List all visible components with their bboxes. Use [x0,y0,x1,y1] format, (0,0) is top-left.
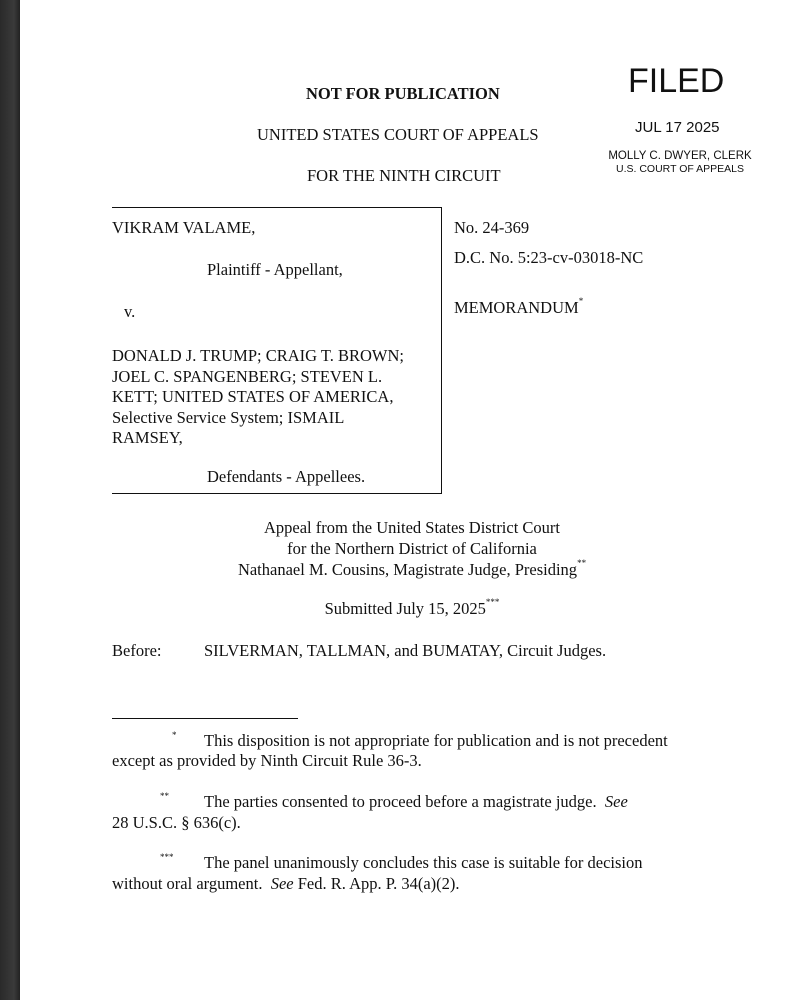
plaintiff-role: Plaintiff - Appellant, [207,260,343,279]
footnote-3-line-2 [112,876,460,893]
defendant-line: KETT; UNITED STATES OF AMERICA, [112,387,394,406]
caption-top-rule [112,207,442,208]
defendant-line: Selective Service System; ISMAIL [112,407,345,427]
footnote-mark: * [172,730,177,740]
footnote-1-line-2: except as provided by Ninth Circuit Rule 36-3. [112,751,422,770]
panel-judges: SILVERMAN, TALLMAN, and BUMATAY, Circuit Judges. [204,641,607,660]
defendant-line: JOEL C. SPANGENBERG; STEVEN L. [112,366,383,386]
plaintiff-name: VIKRAM VALAME, [112,218,256,237]
signal-see: See [604,792,628,811]
stamp-title: FILED [628,62,725,100]
footnote-3-line-1: The panel unanimously concludes this case is suitable for decision [204,853,643,872]
appeal-line-1: Appeal from the United States District Court [263,518,561,537]
footnote-2-line-2: 28 U.S.C. § 636(c). [112,813,241,832]
stamp-court: U.S. COURT OF APPEALS [616,163,744,175]
footnote-mark: *** [160,852,174,862]
district-court-number: D.C. No. 5:23-cv-03018-NC [454,248,644,267]
viewer-edge [0,0,20,1000]
footnote-2-line-1 [204,794,628,811]
submitted-text: Submitted July 15, 2025 [324,599,486,618]
publication-notice: NOT FOR PUBLICATION [306,84,500,103]
footnote-mark: * [578,296,584,306]
caption-bottom-rule [112,493,442,494]
stamp-clerk: MOLLY C. DWYER, CLERK [608,150,752,162]
case-number: No. 24-369 [454,218,530,237]
appeal-line-2: for the Northern District of California [287,539,537,558]
caption-vertical-rule [441,207,442,494]
footnote-text: without oral argument. [112,874,263,893]
defendant-line: DONALD J. TRUMP; CRAIG T. BROWN; [112,346,404,365]
presiding-judge: Nathanael M. Cousins, Magistrate Judge, Presiding [237,560,578,579]
footnote-mark: ** [160,791,169,801]
signal-see: See [270,874,294,893]
footnote-mark: *** [485,597,500,607]
defendant-line: RAMSEY, [112,428,183,447]
defendants-role: Defendants - Appellees. [207,467,366,486]
footnote-text: The parties consented to proceed before a magistrate judge. [204,792,597,811]
citation: Fed. R. App. P. 34(a)(2). [297,874,460,893]
court-name: UNITED STATES COURT OF APPEALS [257,125,539,144]
footnote-1-line-1: This disposition is not appropriate for publication and is not precedent [204,731,668,750]
footnote-mark: ** [577,558,587,568]
document-type-label: MEMORANDUM [454,298,579,317]
document-type [454,296,584,317]
defendants-list [112,346,404,449]
panel-label: Before: [112,641,162,660]
stamp-date: JUL 17 2025 [635,119,720,136]
footnote-separator [112,718,298,719]
circuit-name: FOR THE NINTH CIRCUIT [307,166,501,185]
versus: v. [124,302,136,321]
appeal-line-3 [112,558,712,579]
submitted-date [112,597,712,618]
